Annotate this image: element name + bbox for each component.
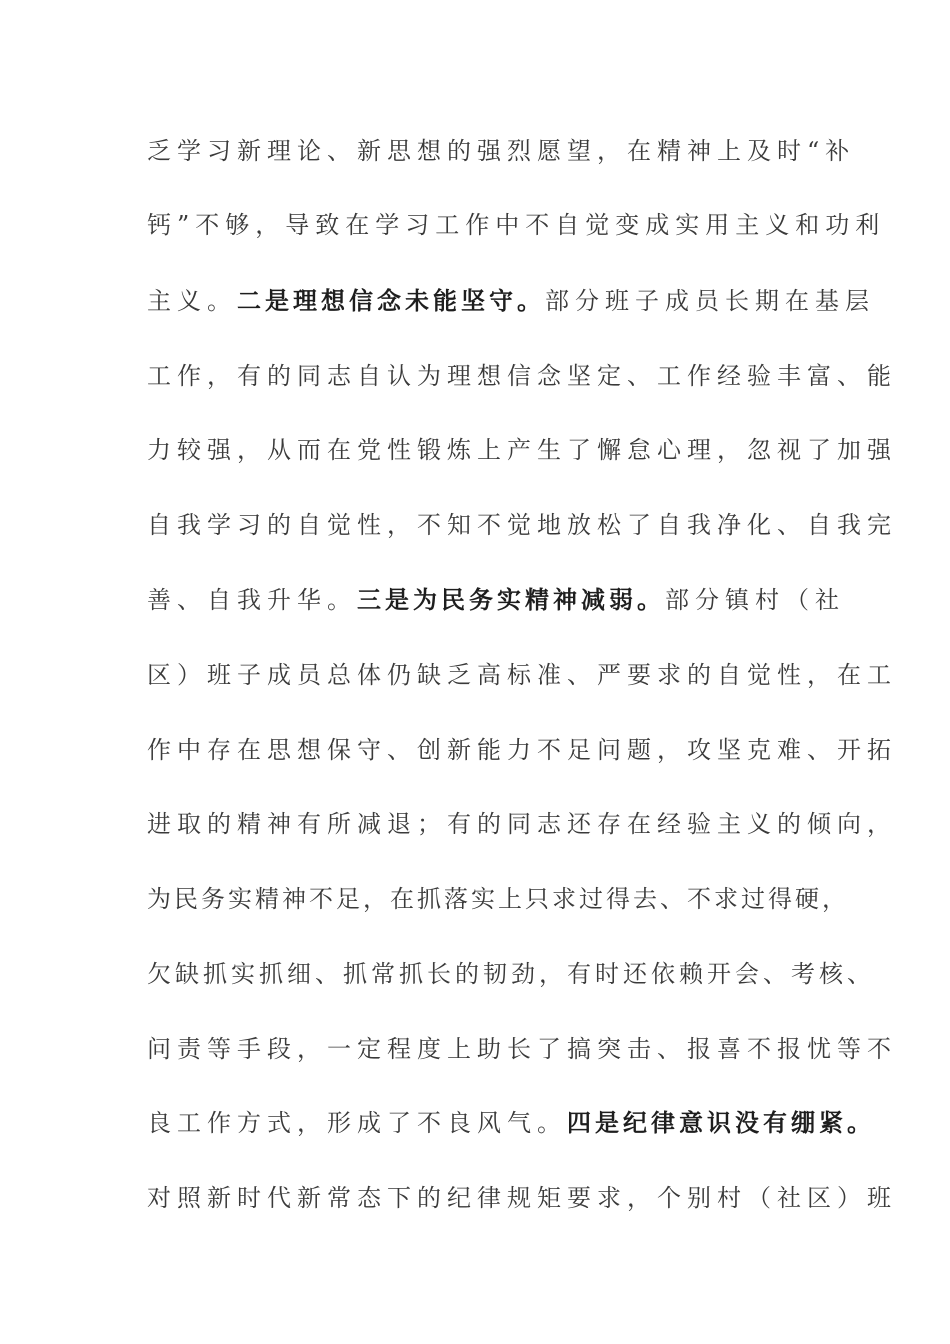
- text-line: 乏学习新理论、新思想的强烈愿望，在精神上及时“补: [147, 137, 856, 165]
- text-segment: 良工作方式，形成了不良风气。: [147, 1109, 567, 1137]
- bold-heading: 二是理想信念未能坚守。: [237, 287, 545, 315]
- text-segment: 主义。: [147, 287, 237, 315]
- text-line: 区）班子成员总体仍缺乏高标准、严要求的自觉性，在工: [147, 661, 897, 689]
- text-line: 力较强，从而在党性锻炼上产生了懈怠心理，忽视了加强: [147, 436, 897, 464]
- text-line: 工作，有的同志自认为理想信念坚定、工作经验丰富、能: [147, 362, 897, 390]
- text-line: 进取的精神有所减退；有的同志还存在经验主义的倾向，: [147, 810, 897, 838]
- text-line: 为民务实精神不足，在抓落实上只求过得去、不求过得硬，: [147, 885, 849, 913]
- bold-heading: 四是纪律意识没有绷紧。: [567, 1109, 875, 1137]
- text-segment: 部分班子成员长期在基层: [545, 287, 875, 315]
- text-line: [147, 281, 875, 321]
- text-line: 对照新时代新常态下的纪律规矩要求，个别村（社区）班: [147, 1184, 897, 1212]
- text-line: 钙”不够，导致在学习工作中不自觉变成实用主义和功利: [147, 211, 886, 239]
- bold-heading: 三是为民务实精神减弱。: [357, 586, 665, 614]
- text-line: 问责等手段，一定程度上助长了搞突击、报喜不报忧等不: [147, 1035, 897, 1063]
- text-line: 欠缺抓实抓细、抓常抓长的韧劲，有时还依赖开会、考核、: [147, 960, 875, 988]
- text-line: 自我学习的自觉性，不知不觉地放松了自我净化、自我完: [147, 511, 897, 539]
- text-segment: 部分镇村（社: [665, 586, 845, 614]
- text-line: [147, 580, 845, 620]
- text-line: 作中存在思想保守、创新能力不足问题，攻坚克难、开拓: [147, 736, 897, 764]
- text-line: [147, 1103, 875, 1143]
- text-segment: 善、自我升华。: [147, 586, 357, 614]
